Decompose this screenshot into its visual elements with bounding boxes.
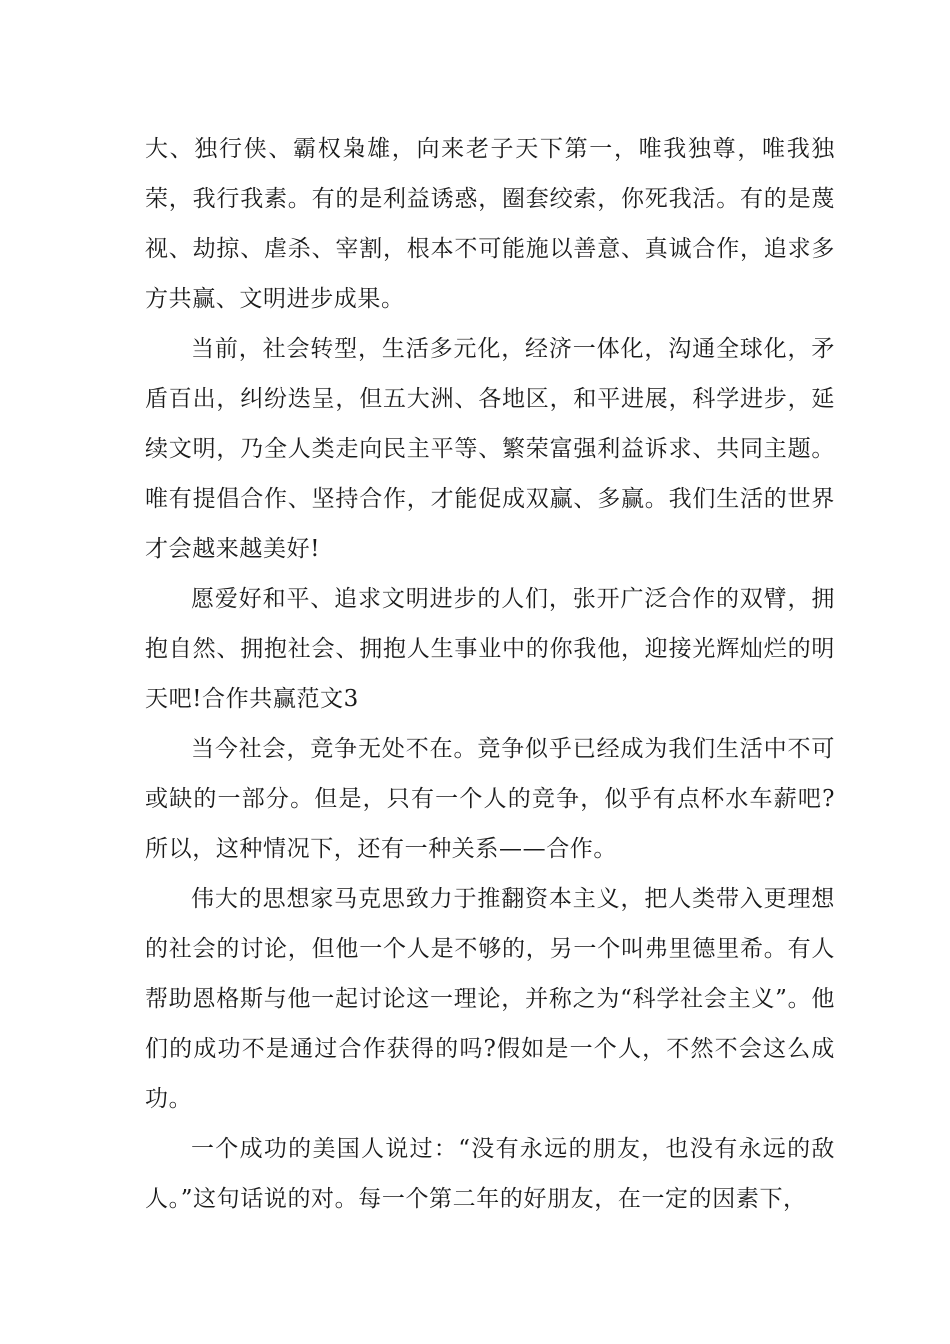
paragraph-1: 大、独行侠、霸权枭雄，向来老子天下第一，唯我独尊，唯我独荣，我行我素。有的是利益诱惑，圈套绞索，你死我活。有的是蔑视、劫掠、虐杀、宰割，根本不可能施以善意、真诚合作，追求多方共赢、文明进步成果。: [145, 136, 835, 312]
document-body: [145, 124, 835, 1224]
paragraph-6: 一个成功的美国人说过：“没有永远的朋友，也没有永远的敌人。”这句话说的对。每一个第二年的好朋友，在一定的因素下，: [145, 1136, 835, 1212]
paragraph-2: 当前，社会转型，生活多元化，经济一体化，沟通全球化，矛盾百出，纠纷迭呈，但五大洲、各地区，和平进展，科学进步，延续文明，乃全人类走向民主平等、繁荣富强利益诉求、共同主题。唯有提倡合作、坚持合作，才能促成双赢、多赢。我们生活的世界才会越来越美好!: [145, 336, 835, 562]
paragraph-4: 当今社会，竞争无处不在。竞争似乎已经成为我们生活中不可或缺的一部分。但是，只有一个人的竞争，似乎有点杯水车薪吧?所以，这种情况下，还有一种关系——合作。: [145, 736, 835, 862]
paragraph-3: 愿爱好和平、追求文明进步的人们，张开广泛合作的双臂，拥抱自然、拥抱社会、拥抱人生事业中的你我他，迎接光辉灿烂的明天吧!合作共赢范文3: [145, 586, 835, 712]
paragraph-5: 伟大的思想家马克思致力于推翻资本主义，把人类带入更理想的社会的讨论，但他一个人是不够的，另一个叫弗里德里希。有人帮助恩格斯与他一起讨论这一理论，并称之为“科学社会主义”。他们的成功不是通过合作获得的吗?假如是一个人，不然不会这么成功。: [145, 886, 835, 1112]
